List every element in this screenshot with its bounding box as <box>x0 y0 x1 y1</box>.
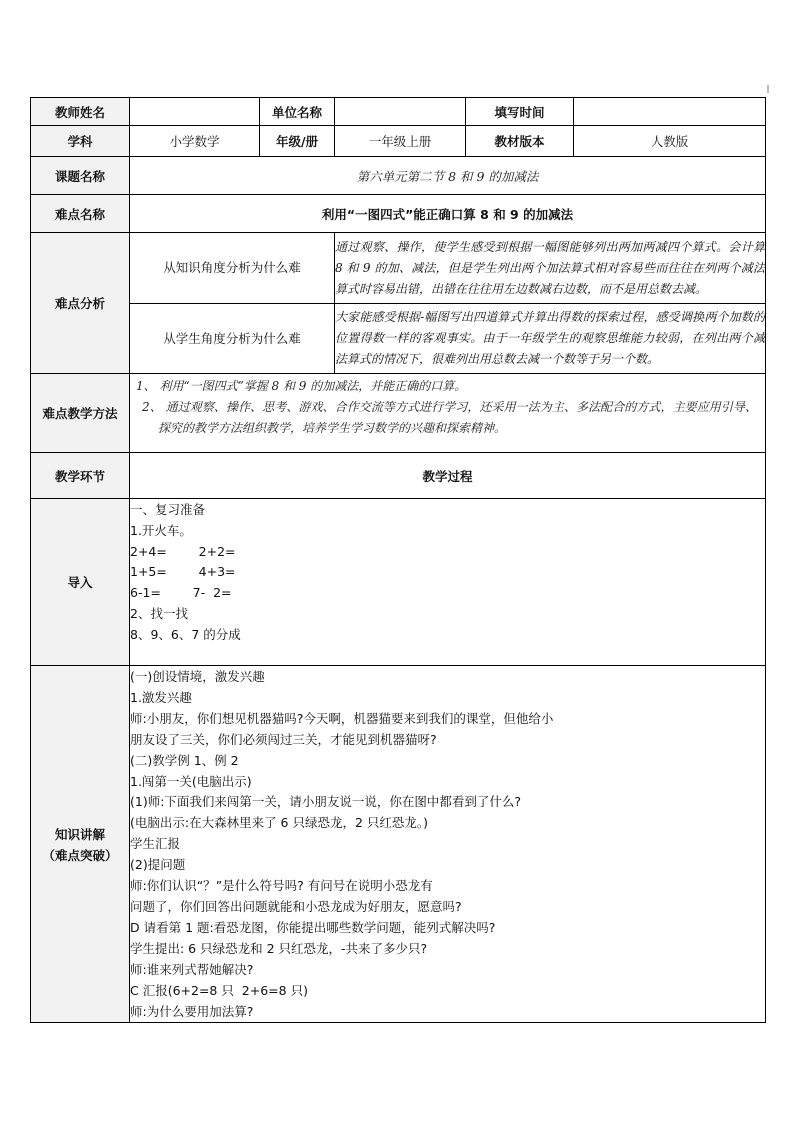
student-angle-label: 从学生角度分析为什么难 <box>130 304 335 374</box>
knowledge-line: 师:小朋友，你们想见机器猫吗?今天啊，机器猫要来到我们的课堂，但他给小 <box>130 710 554 726</box>
difficulty-title-value: 利用“一图四式”能正确口算 8 和 9 的加减法 <box>130 195 766 233</box>
knowledge-line: (1)师:下面我们来闯第一关，请小朋友说一说，你在图中都看到了什么? <box>130 794 522 810</box>
fill-date-value[interactable] <box>574 98 766 126</box>
unit-name-value[interactable] <box>335 98 466 126</box>
intro-line: 1.开火车。 <box>130 522 192 538</box>
knowledge-line: 师:谁来列式帮她解决? <box>130 961 254 977</box>
teacher-name-value[interactable] <box>130 98 260 126</box>
intro-line: 2、找一找 <box>130 605 188 621</box>
grade-value: 一年级上册 <box>335 126 466 157</box>
intro-line: 2+4= 2+2= <box>130 543 236 559</box>
subject-label: 学科 <box>31 126 130 157</box>
knowledge-line: 学生提出: 6 只绿恐龙和 2 只红恐龙，-共来了多少只? <box>130 940 428 956</box>
lesson-title-label: 课题名称 <box>31 157 130 195</box>
method-item: 2、 通过观察、操作、思考、游戏、合作交流等方式进行学习，还采用一法为主、多法配合的方式，主要应用引导、探究的教学方法组织教学，培养学生学习数学的兴趣和探索精神。 <box>142 400 757 435</box>
knowledge-stage-title: 知识讲解 <box>54 826 105 842</box>
knowledge-stage-label <box>31 666 130 1023</box>
teaching-method-content <box>130 374 766 453</box>
teaching-stage-header: 教学环节 <box>31 453 130 499</box>
intro-line: 6-1= 7- 2= <box>130 585 232 601</box>
crop-mark-top-left <box>18 85 26 93</box>
knowledge-content <box>130 666 766 1023</box>
lesson-title-value: 第六单元第二节 8 和 9 的加减法 <box>130 157 766 195</box>
teaching-process-header: 教学过程 <box>130 453 766 499</box>
edition-label: 教材版本 <box>466 126 574 157</box>
intro-stage-label: 导入 <box>31 499 130 666</box>
knowledge-line: 师:你们认识“？”是什么符号吗? 有问号在说明小恐龙有 <box>130 878 433 894</box>
difficulty-analysis-label: 难点分析 <box>31 233 130 374</box>
teaching-method-label: 难点教学方法 <box>31 374 130 453</box>
knowledge-angle-text: 通过观察、操作，使学生感受到根据一幅图能够列出两加两减四个算式。会计算 8 和 9 的加、减法，但是学生列出两个加法算式相对容易些而往往在列两个减法算式时容易出错，出错在往往用左边数减右边数，而不是用总数去减。 <box>335 233 766 304</box>
knowledge-line: (电脑出示:在大森林里来了 6 只绿恐龙，2 只红恐龙。) <box>130 815 429 831</box>
difficulty-title-label: 难点名称 <box>31 195 130 233</box>
knowledge-line: C 汇报(6+2=8 只 2+6=8 只) <box>130 982 308 998</box>
subject-value: 小学数学 <box>130 126 260 157</box>
student-angle-text: 大家能感受根据-幅图写出四道算式并算出得数的探索过程，感受调换两个加数的位置得数一样的客观事实。由于一年级学生的观察思维能力较弱，在列出两个减法算式的情况下，很难列出用总数去减一个数等于另一个数。 <box>335 304 766 374</box>
knowledge-line: 师:为什么要用加法算? <box>130 1003 254 1019</box>
teacher-name-label: 教师姓名 <box>31 98 130 126</box>
knowledge-line: (二)教学例 1、例 2 <box>130 752 239 768</box>
crop-mark-top-right <box>767 85 775 93</box>
intro-line: 8、9、6、7 的分成 <box>130 626 241 642</box>
knowledge-line: 1.激发兴趣 <box>130 689 192 705</box>
lesson-plan-table <box>30 97 766 1023</box>
grade-label: 年级/册 <box>260 126 335 157</box>
knowledge-line: 1.闯第一关(电脑出示) <box>130 773 252 789</box>
fill-date-label: 填写时间 <box>466 98 574 126</box>
knowledge-line: 问题了，你们回答出问题就能和小恐龙成为好朋友，愿意吗? <box>130 898 462 914</box>
edition-value: 人教版 <box>574 126 766 157</box>
knowledge-angle-label: 从知识角度分析为什么难 <box>130 233 335 304</box>
knowledge-line: (2)提问题 <box>130 857 186 873</box>
method-item: 1、 利用“一图四式”掌握 8 和 9 的加减法，并能正确的口算。 <box>136 379 467 393</box>
knowledge-stage-subtitle: （难点突破） <box>42 847 118 863</box>
knowledge-line: D 请看第 1 题:看恐龙图，你能提出哪些数学问题，能列式解决吗? <box>130 919 496 935</box>
unit-name-label: 单位名称 <box>260 98 335 126</box>
knowledge-line: 学生汇报 <box>130 836 181 852</box>
intro-line: 1+5= 4+3= <box>130 564 236 580</box>
intro-content <box>130 499 766 666</box>
intro-line: 一、复习准备 <box>130 502 206 517</box>
knowledge-line: 朋友设了三关，你们必须闯过三关，才能见到机器猫呀? <box>130 731 437 747</box>
knowledge-line: (一)创设情境，激发兴趣 <box>130 669 265 684</box>
